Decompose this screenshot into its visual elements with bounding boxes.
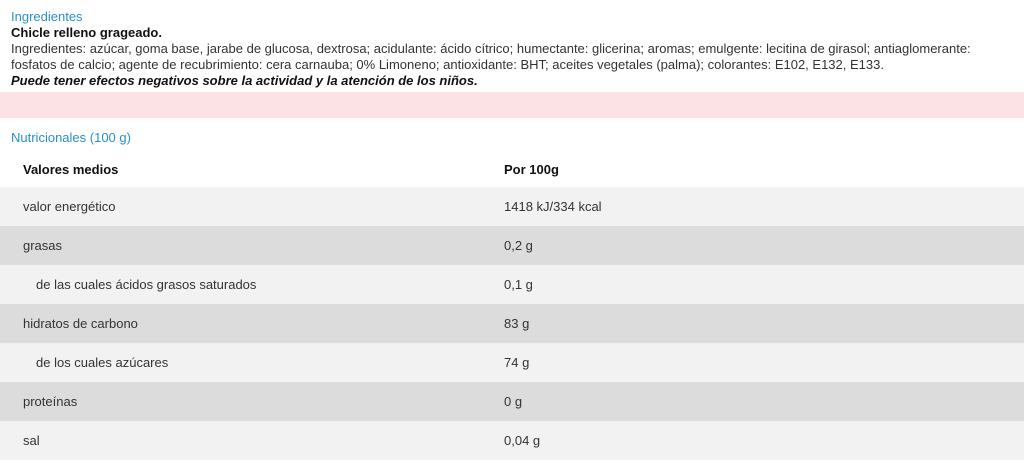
table-row <box>0 304 1024 343</box>
row-label: proteínas <box>0 382 504 421</box>
table-row <box>0 382 1024 421</box>
row-label: de los cuales azúcares <box>0 343 504 382</box>
header-valores-medios: Valores medios <box>23 161 119 177</box>
nutrition-title: Nutricionales (100 g) <box>11 130 131 145</box>
row-label: valor energético <box>0 187 504 226</box>
ingredients-title: Ingredientes <box>11 9 83 24</box>
row-label: grasas <box>0 226 504 265</box>
row-value: 0,1 g <box>504 265 1024 304</box>
row-value: 0,2 g <box>504 226 1024 265</box>
row-label: hidratos de carbono <box>0 304 504 343</box>
table-row <box>0 421 1024 460</box>
row-value: 0 g <box>504 382 1024 421</box>
table-header-row <box>0 151 1024 187</box>
row-label: de las cuales ácidos grasos saturados <box>0 265 504 304</box>
row-value: 74 g <box>504 343 1024 382</box>
table-row <box>0 187 1024 226</box>
table-row <box>0 265 1024 304</box>
product-name: Chicle relleno grageado. <box>11 25 162 40</box>
ingredients-section <box>0 0 1024 92</box>
row-value: 1418 kJ/334 kcal <box>504 187 1024 226</box>
row-value: 83 g <box>504 304 1024 343</box>
row-value: 0,04 g <box>504 421 1024 460</box>
nutrition-table <box>0 151 1024 460</box>
table-row <box>0 226 1024 265</box>
header-por-100g: Por 100g <box>504 161 559 177</box>
row-label: sal <box>0 421 504 460</box>
table-row <box>0 343 1024 382</box>
separator-band <box>0 92 1024 118</box>
ingredients-list: Ingredientes: azúcar, goma base, jarabe de glucosa, dextrosa; acidulante: ácido cítrico; humectante: glicerina; aromas; emulgente: lecitina de girasol; antiaglomerante: fosfatos de calcio; agente de recubrimiento: cera carnauba; 0% Limoneno; antioxidante: BHT; aceites vegetales (palma); colorantes: E102, E132, E133. <box>11 41 971 72</box>
warning-text: Puede tener efectos negativos sobre la actividad y la atención de los niños. <box>11 73 478 88</box>
nutrition-section <box>0 118 1024 460</box>
